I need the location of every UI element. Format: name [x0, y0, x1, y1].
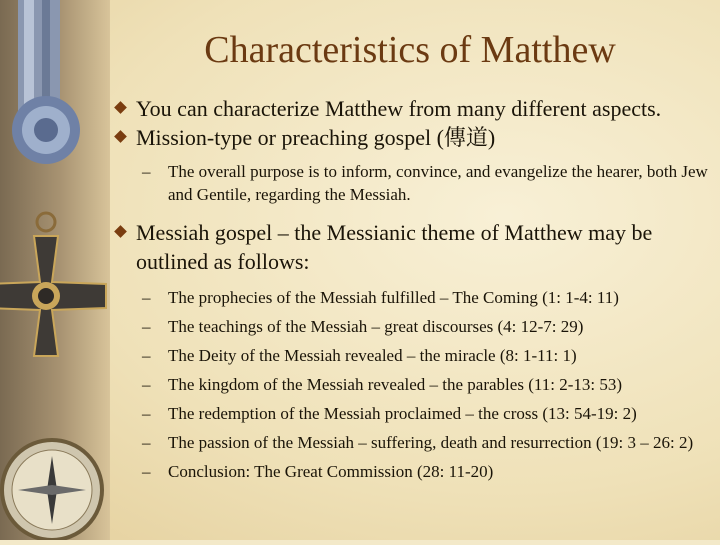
bullet-text: Mission-type or preaching gospel (傳道): [136, 125, 496, 150]
decorative-image-panel: [0, 0, 110, 540]
bullet-text: You can characterize Matthew from many different aspects.: [136, 96, 662, 121]
outline-text: The prophecies of the Messiah fulfilled – The Coming (1: 1-4: 11): [168, 288, 619, 307]
outline-item: [112, 373, 717, 396]
sub-bullet-text: The overall purpose is to inform, convince, and evangelize the hearer, both Jew and Gentile, regarding the Messiah.: [168, 162, 708, 204]
bullet-text: Messiah gospel – the Messianic theme of Matthew may be outlined as follows:: [136, 220, 653, 274]
outline-item: [112, 460, 717, 483]
outline-text: Conclusion: The Great Commission (28: 11-20): [168, 462, 494, 481]
outline-text: The kingdom of the Messiah revealed – the parables (11: 2-13: 53): [168, 375, 622, 394]
diamond-bullet-icon: [114, 130, 127, 143]
diamond-bullet-icon: [114, 101, 127, 114]
dash-marker: –: [142, 462, 151, 481]
outline-text: The redemption of the Messiah proclaimed – the cross (13: 54-19: 2): [168, 404, 637, 423]
messiah-outline-list: [112, 286, 717, 483]
sub-bullet-item: [112, 160, 717, 206]
outline-text: The Deity of the Messiah revealed – the miracle (8: 1-11: 1): [168, 346, 577, 365]
diamond-bullet-icon: [114, 225, 127, 238]
bullet-item: [112, 94, 717, 123]
medal-compass-illustration: [0, 0, 110, 540]
slide-content: [112, 94, 717, 489]
medal-image: [0, 236, 106, 356]
dash-marker: –: [142, 404, 151, 423]
dash-marker: –: [142, 162, 151, 181]
outline-text: The passion of the Messiah – suffering, death and resurrection (19: 3 – 26: 2): [168, 433, 694, 452]
compass-image: [2, 440, 102, 540]
outline-item: [112, 344, 717, 367]
slide-title: Characteristics of Matthew: [204, 29, 616, 71]
dash-marker: –: [142, 433, 151, 452]
outline-item: [112, 431, 717, 454]
bullet-item: [112, 218, 717, 276]
outline-item: [112, 286, 717, 309]
dash-marker: –: [142, 288, 151, 307]
dash-marker: –: [142, 375, 151, 394]
bullet-item: [112, 123, 717, 152]
dash-marker: –: [142, 317, 151, 336]
outline-text: The teachings of the Messiah – great discourses (4: 12-7: 29): [168, 317, 584, 336]
dash-marker: –: [142, 346, 151, 365]
outline-item: [112, 315, 717, 338]
outline-item: [112, 402, 717, 425]
